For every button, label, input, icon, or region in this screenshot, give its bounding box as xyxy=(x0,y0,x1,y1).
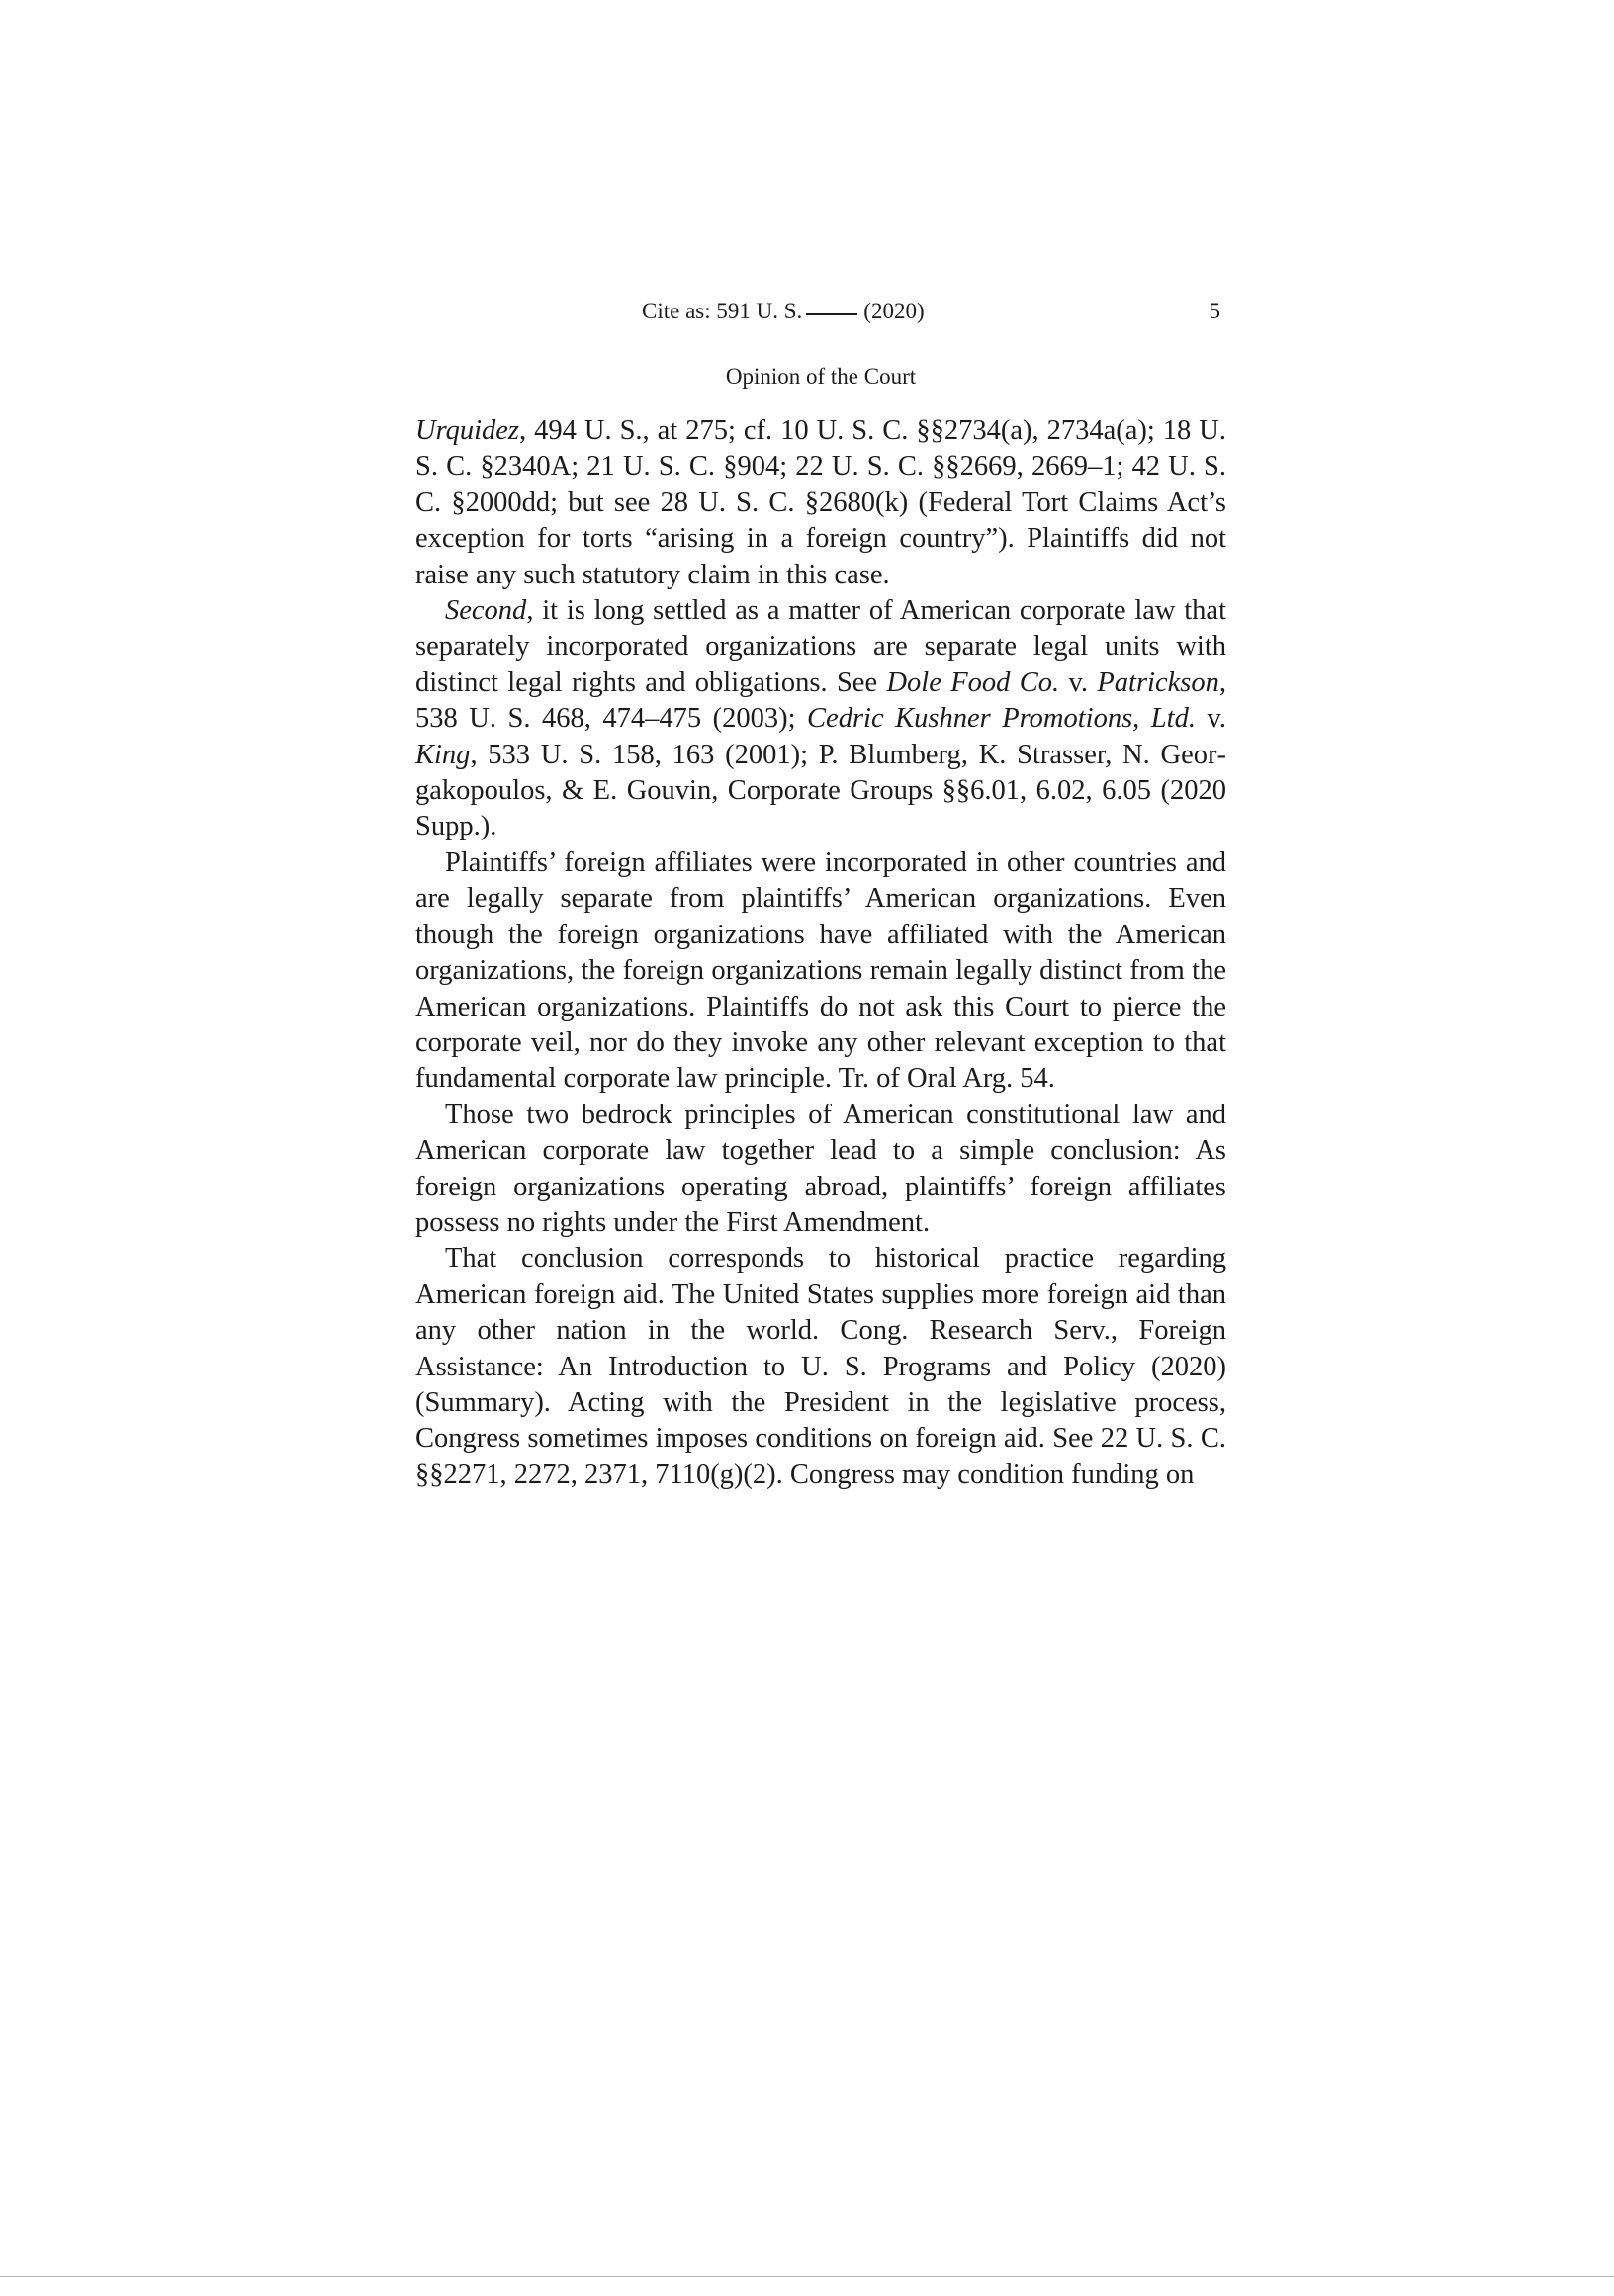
citation-year: (2020) xyxy=(863,299,925,323)
paragraph-text: v. xyxy=(1195,703,1226,735)
italic-citation-text: Urquidez xyxy=(415,415,520,446)
paragraph xyxy=(415,593,1226,845)
paragraph-text: , it is long settled as a matter of American corporate law that separately incorporated organizations are separate legal units with distinct legal rights and obligations. See xyxy=(415,595,1226,698)
citation-blank xyxy=(806,313,857,315)
italic-citation-text: Dole Food Co. xyxy=(886,666,1060,698)
scan-bottom-rule xyxy=(0,2276,1614,2277)
paragraph-text: Plaintiffs’ foreign affiliates were incorporated in other countries and are legally separate from plaintiffs’ American organizations. Even though the foreign organizations have affiliated with the American organizations, the foreign organizations remain legally distinct from the American organizations. Plaintiffs do not ask this Court to pierce the corporate veil, nor do they invoke any other relevant exception to that fundamental corporate law principle. Tr. of Oral Arg. 54. xyxy=(415,846,1226,1095)
opinion-subtitle: Opinion of the Court xyxy=(725,364,917,389)
paragraph-text: , 533 U. S. 158, 163 (2001); P. Blumberg, K. Strasser, N. Georgakopoulos, & E. Gouvin, Corporate Groups §§6.01, 6.02, 6.05 (2020 Supp.). xyxy=(415,739,1226,842)
page-number: 5 xyxy=(1209,299,1220,323)
opinion-body xyxy=(415,413,1226,1493)
running-header xyxy=(415,299,1226,334)
citation xyxy=(642,299,925,324)
italic-citation-text: Patrickson xyxy=(1097,666,1219,698)
paragraph-text: v. xyxy=(1059,666,1098,698)
italic-citation-text: Cedric Kushner Promotions, Ltd. xyxy=(807,703,1196,735)
paragraph-text: That conclusion corresponds to historical practice regarding American foreign aid. The United States supplies more foreign aid than any other nation in the world. Cong. Research Serv., Foreign Assistance: An Introduction to U. S. Programs and Policy (2020) (Summary). Acting with the President in the legislative process, Congress sometimes imposes conditions on foreign aid. See 22 U. S. C. §§2271, 2272, 2371, 7110(g)(2). Congress may condition funding on xyxy=(415,1243,1226,1490)
paragraph xyxy=(415,1098,1226,1242)
paragraph-text: , 494 U. S., at 275; cf. 10 U. S. C. §§2734(a), 2734a(a); 18 U. S. C. §2340A; 21 U. S. C. §904; 22 U. S. C. §§2669, 2669–1; 42 U. S. C. §2000dd; but see 28 U. S. C. §2680(k) (Federal Tort Claims Act’s exception for torts “arising in a foreign country”). Plaintiffs did not raise any such statutory claim in this case. xyxy=(415,415,1226,590)
italic-citation-text: King xyxy=(415,739,471,770)
paragraph xyxy=(415,1241,1226,1493)
paragraph xyxy=(415,413,1226,593)
citation-prefix: Cite as: 591 U. S. xyxy=(642,299,803,323)
paragraph-text: , 538 U. S. 468, 474–475 (2003); xyxy=(415,666,1226,735)
italic-citation-text: Second xyxy=(445,595,527,627)
paragraph xyxy=(415,845,1226,1098)
paragraph-text: Those two bedrock principles of American constitutional law and American corporate law together lead to a simple conclusion: As foreign organizations operating abroad, plaintiffs’ foreign affiliates possess no rights under the First Amendment. xyxy=(415,1099,1226,1238)
